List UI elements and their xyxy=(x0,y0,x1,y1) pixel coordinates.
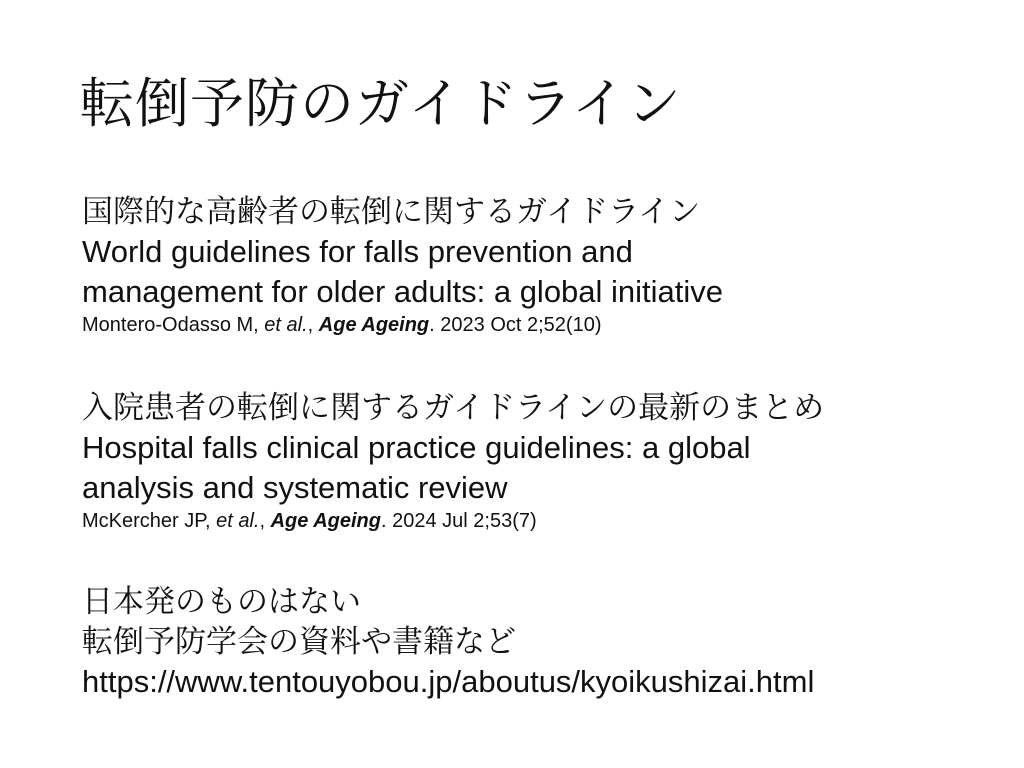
citation-authors: Montero-Odasso M, xyxy=(82,314,265,336)
citation-journal: Age Ageing xyxy=(318,314,430,336)
guideline-block-hospital xyxy=(82,388,982,534)
citation-etal: et al. xyxy=(264,314,308,336)
guideline-heading-jp: 国際的な高齢者の転倒に関するガイドライン xyxy=(82,194,701,230)
citation-etal: et al. xyxy=(216,510,260,532)
japan-society-note: 転倒予防学会の資料や書籍など xyxy=(82,624,516,660)
japan-note: 日本発のものはない xyxy=(82,584,361,620)
citation-details: . 2023 Oct 2;52(10) xyxy=(429,314,602,336)
citation xyxy=(82,508,982,534)
resource-url: https://www.tentouyobou.jp/aboutus/kyoikushizai.html xyxy=(82,664,815,699)
paper-title-line-1: World guidelines for falls prevention and xyxy=(82,234,633,269)
slide-title: 転倒予防のガイドライン xyxy=(80,72,682,135)
paper-title-line-1: Hospital falls clinical practice guidelines: a global xyxy=(82,430,751,465)
citation-authors: McKercher JP, xyxy=(82,510,217,532)
japan-resources-block xyxy=(82,582,982,702)
guideline-block-world xyxy=(82,192,982,338)
citation-comma: , xyxy=(307,314,319,336)
citation xyxy=(82,312,982,338)
paper-title-line-2: management for older adults: a global initiative xyxy=(82,274,724,309)
guideline-heading-jp: 入院患者の転倒に関するガイドラインの最新のまとめ xyxy=(82,390,825,426)
paper-title-line-2: analysis and systematic review xyxy=(82,470,508,505)
citation-journal: Age Ageing xyxy=(270,510,381,532)
citation-details: . 2024 Jul 2;53(7) xyxy=(380,510,537,532)
citation-comma: , xyxy=(259,510,271,532)
